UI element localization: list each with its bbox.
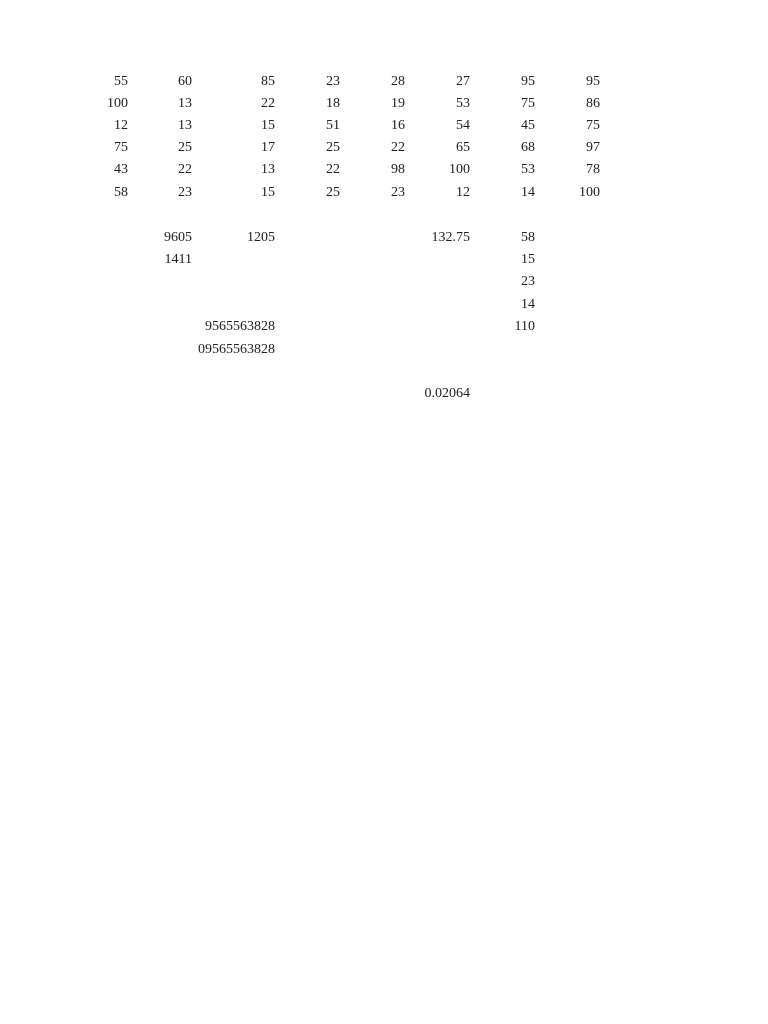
- cell-r1-c7[interactable]: 95: [521, 74, 535, 89]
- cell-r2-c4[interactable]: 18: [326, 96, 340, 111]
- cell-r12-c3[interactable]: 9565563828: [205, 319, 275, 334]
- cell-r5-c2[interactable]: 22: [178, 162, 192, 177]
- cell-r2-c2[interactable]: 13: [178, 96, 192, 111]
- cell-r5-c5[interactable]: 98: [391, 162, 405, 177]
- cell-r2-c5[interactable]: 19: [391, 96, 405, 111]
- cell-r8-c6[interactable]: 132.75: [431, 230, 470, 245]
- cell-r4-c8[interactable]: 97: [586, 140, 600, 155]
- cell-r2-c7[interactable]: 75: [521, 96, 535, 111]
- cell-r3-c4[interactable]: 51: [326, 118, 340, 133]
- cell-r2-c6[interactable]: 53: [456, 96, 470, 111]
- cell-r8-c7[interactable]: 58: [521, 230, 535, 245]
- cell-r3-c5[interactable]: 16: [391, 118, 405, 133]
- cell-r6-c2[interactable]: 23: [178, 185, 192, 200]
- cell-r6-c6[interactable]: 12: [456, 185, 470, 200]
- cell-r4-c1[interactable]: 75: [114, 140, 128, 155]
- cell-r10-c7[interactable]: 23: [521, 274, 535, 289]
- cell-r3-c8[interactable]: 75: [586, 118, 600, 133]
- cell-r8-c3[interactable]: 1205: [247, 230, 275, 245]
- cell-r6-c4[interactable]: 25: [326, 185, 340, 200]
- cell-r2-c8[interactable]: 86: [586, 96, 600, 111]
- cell-r5-c7[interactable]: 53: [521, 162, 535, 177]
- cell-r5-c4[interactable]: 22: [326, 162, 340, 177]
- cell-r3-c3[interactable]: 15: [261, 118, 275, 133]
- cell-r3-c7[interactable]: 45: [521, 118, 535, 133]
- cell-r8-c2[interactable]: 9605: [164, 230, 192, 245]
- cell-r5-c8[interactable]: 78: [586, 162, 600, 177]
- cell-r6-c7[interactable]: 14: [521, 185, 535, 200]
- cell-r1-c5[interactable]: 28: [391, 74, 405, 89]
- cell-r2-c1[interactable]: 100: [107, 96, 128, 111]
- cell-r1-c1[interactable]: 55: [114, 74, 128, 89]
- cell-r4-c6[interactable]: 65: [456, 140, 470, 155]
- cell-r4-c4[interactable]: 25: [326, 140, 340, 155]
- cell-r1-c8[interactable]: 95: [586, 74, 600, 89]
- cell-r15-c6[interactable]: 0.02064: [424, 386, 470, 401]
- cell-r6-c1[interactable]: 58: [114, 185, 128, 200]
- cell-r1-c2[interactable]: 60: [178, 74, 192, 89]
- cell-r1-c6[interactable]: 27: [456, 74, 470, 89]
- cell-r4-c5[interactable]: 22: [391, 140, 405, 155]
- cell-r5-c1[interactable]: 43: [114, 162, 128, 177]
- cell-r3-c6[interactable]: 54: [456, 118, 470, 133]
- cell-r5-c6[interactable]: 100: [449, 162, 470, 177]
- cell-r9-c2[interactable]: 1411: [164, 252, 192, 267]
- cell-r9-c7[interactable]: 15: [521, 252, 535, 267]
- cell-r12-c7[interactable]: 110: [514, 319, 535, 334]
- cell-r4-c2[interactable]: 25: [178, 140, 192, 155]
- cell-r2-c3[interactable]: 22: [261, 96, 275, 111]
- cell-r3-c2[interactable]: 13: [178, 118, 192, 133]
- cell-r1-c3[interactable]: 85: [261, 74, 275, 89]
- cell-r5-c3[interactable]: 13: [261, 162, 275, 177]
- cell-r4-c3[interactable]: 17: [261, 140, 275, 155]
- cell-r6-c8[interactable]: 100: [579, 185, 600, 200]
- cell-r4-c7[interactable]: 68: [521, 140, 535, 155]
- cell-r11-c7[interactable]: 14: [521, 297, 535, 312]
- cell-r6-c5[interactable]: 23: [391, 185, 405, 200]
- cell-r1-c4[interactable]: 23: [326, 74, 340, 89]
- cell-r3-c1[interactable]: 12: [114, 118, 128, 133]
- cell-r13-c3[interactable]: 09565563828: [198, 342, 275, 357]
- cell-r6-c3[interactable]: 15: [261, 185, 275, 200]
